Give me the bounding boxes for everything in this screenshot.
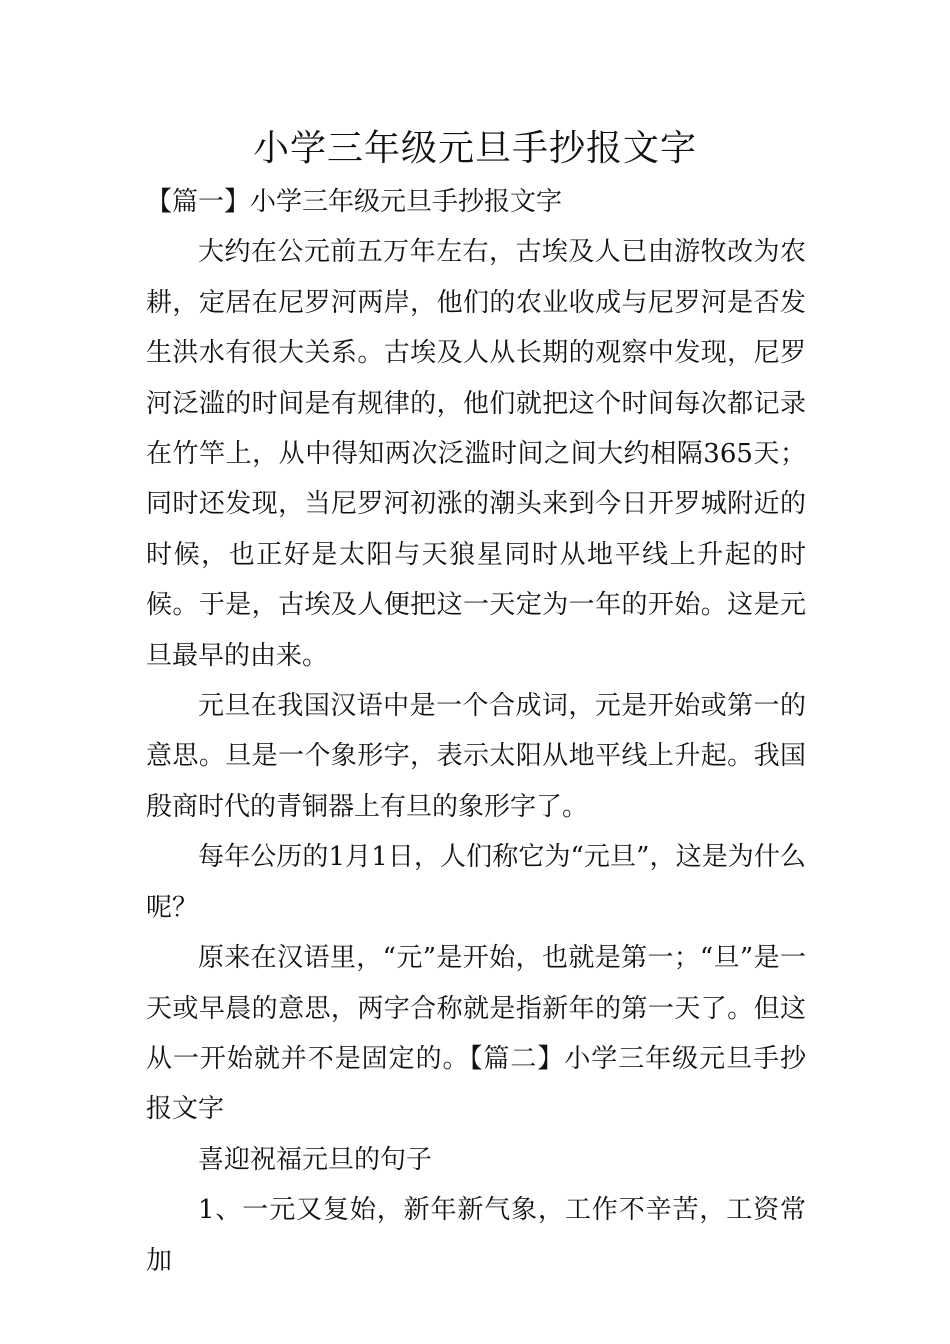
section-subheading-greetings: 喜迎祝福元旦的句子 (198, 1144, 433, 1175)
section-heading-1: 【篇一】小学三年级元旦手抄报文字 (146, 187, 563, 217)
document-body (146, 177, 806, 1286)
list-item-greeting-1: 1、一元又复始，新年新气象，工作不辛苦，工资常加 (146, 1195, 806, 1276)
paragraph-meaning: 元旦在我国汉语中是一个合成词，元是开始或第一的意思。旦是一个象形字，表示太阳从地平线上升起。我国殷商时代的青铜器上有旦的象形字了。 (146, 691, 806, 822)
paragraph-question: 每年公历的1月1日，人们称它为“元旦”，这是为什么呢？ (146, 842, 806, 923)
document-title: 小学三年级元旦手抄报文字 (252, 128, 697, 169)
paragraph-origin: 大约在公元前五万年左右，古埃及人已由游牧改为农耕，定居在尼罗河两岸，他们的农业收成与尼罗河是否发生洪水有很大关系。古埃及人从长期的观察中发现，尼罗河泛滥的时间是有规律的，他们就把这个时间每次都记录在竹竿上，从中得知两次泛滥时间之间大约相隔365天；同时还发现，当尼罗河初涨的潮头来到今日开罗城附近的时候，也正好是太阳与天狼星同时从地平线上升起的时候。于是，古埃及人便把这一天定为一年的开始。这是元旦最早的由来。 (146, 237, 806, 671)
paragraph-answer: 原来在汉语里，“元”是开始，也就是第一；“旦”是一天或早晨的意思，两字合称就是指新年的第一天了。但这从一开始就并不是固定的。【篇二】小学三年级元旦手抄报文字 (146, 943, 806, 1125)
